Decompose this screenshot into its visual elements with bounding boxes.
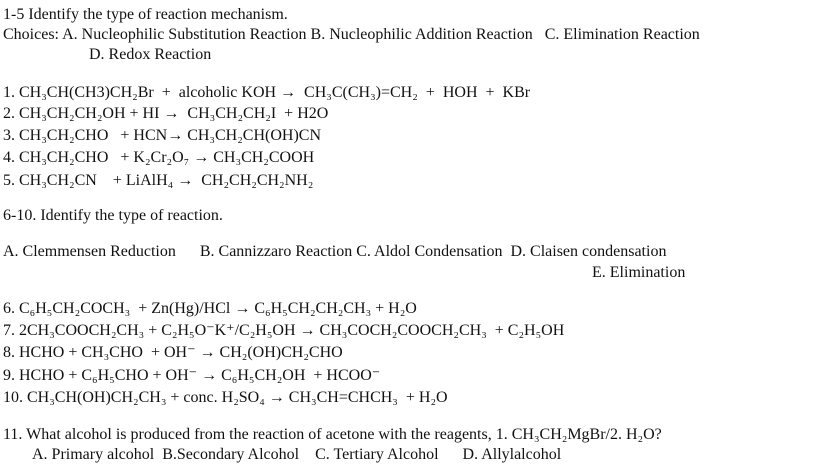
question-7: 7. 2CH₃COOCH₂CH₃ + C₂H₅O⁻K⁺/C₂H₅OH → CH₃COCH₂COOCH₂CH₃ + C₂H₅OH bbox=[3, 322, 565, 339]
question-4: 4. CH₃CH₂CHO + K₂Cr₂O₇ → CH₃CH₂COOH bbox=[3, 149, 315, 166]
question-8: 8. HCHO + CH₃CHO + OH⁻ → CH₂(OH)CH₂CHO bbox=[3, 344, 343, 361]
question-2: 2. CH₃CH₂CH₂OH + HI → CH₃CH₂CH₂I + H2O bbox=[3, 105, 329, 122]
section1-heading: 1-5 Identify the type of reaction mechanism. bbox=[3, 6, 288, 23]
question-5: 5. CH₃CH₂CN + LiAlH₄ → CH₂CH₂CH₂NH₂ bbox=[3, 172, 314, 189]
question-10: 10. CH₃CH(OH)CH₂CH₃ + conc. H₂SO₄ → CH₃CH=CHCH₃ + H₂O bbox=[3, 389, 448, 406]
question-11: 11. What alcohol is produced from the reaction of acetone with the reagents, 1. CH₃CH₂MgBr/2. H₂O? bbox=[3, 426, 662, 443]
section1-choices-line2: D. Redox Reaction bbox=[89, 46, 212, 63]
question-1: 1. CH₃CH(CH3)CH₂Br + alcoholic KOH → CH₃C(CH₃)=CH₂ + HOH + KBr bbox=[3, 84, 531, 101]
section2-choices-line2: E. Elimination bbox=[592, 264, 686, 281]
question-6: 6. C₆H₅CH₂COCH₃ + Zn(Hg)/HCl → C₆H₅CH₂CH₂CH₃ + H₂O bbox=[3, 300, 417, 317]
section1-choices-line1: Choices: A. Nucleophilic Substitution Reaction B. Nucleophilic Addition Reaction C. Elimination Reaction bbox=[3, 26, 700, 43]
question-11-choices: A. Primary alcohol B.Secondary Alcohol C. Tertiary Alcohol D. Allylalcohol bbox=[32, 446, 562, 463]
section2-choices-line1: A. Clemmensen Reduction B. Cannizzaro Reaction C. Aldol Condensation D. Claisen condensation bbox=[3, 243, 667, 260]
question-3: 3. CH₃CH₂CHO + HCN→ CH₃CH₂CH(OH)CN bbox=[3, 127, 322, 144]
section2-heading: 6-10. Identify the type of reaction. bbox=[3, 207, 223, 224]
question-9: 9. HCHO + C₆H₅CHO + OH⁻ → C₆H₅CH₂OH + HCOO⁻ bbox=[3, 367, 381, 384]
